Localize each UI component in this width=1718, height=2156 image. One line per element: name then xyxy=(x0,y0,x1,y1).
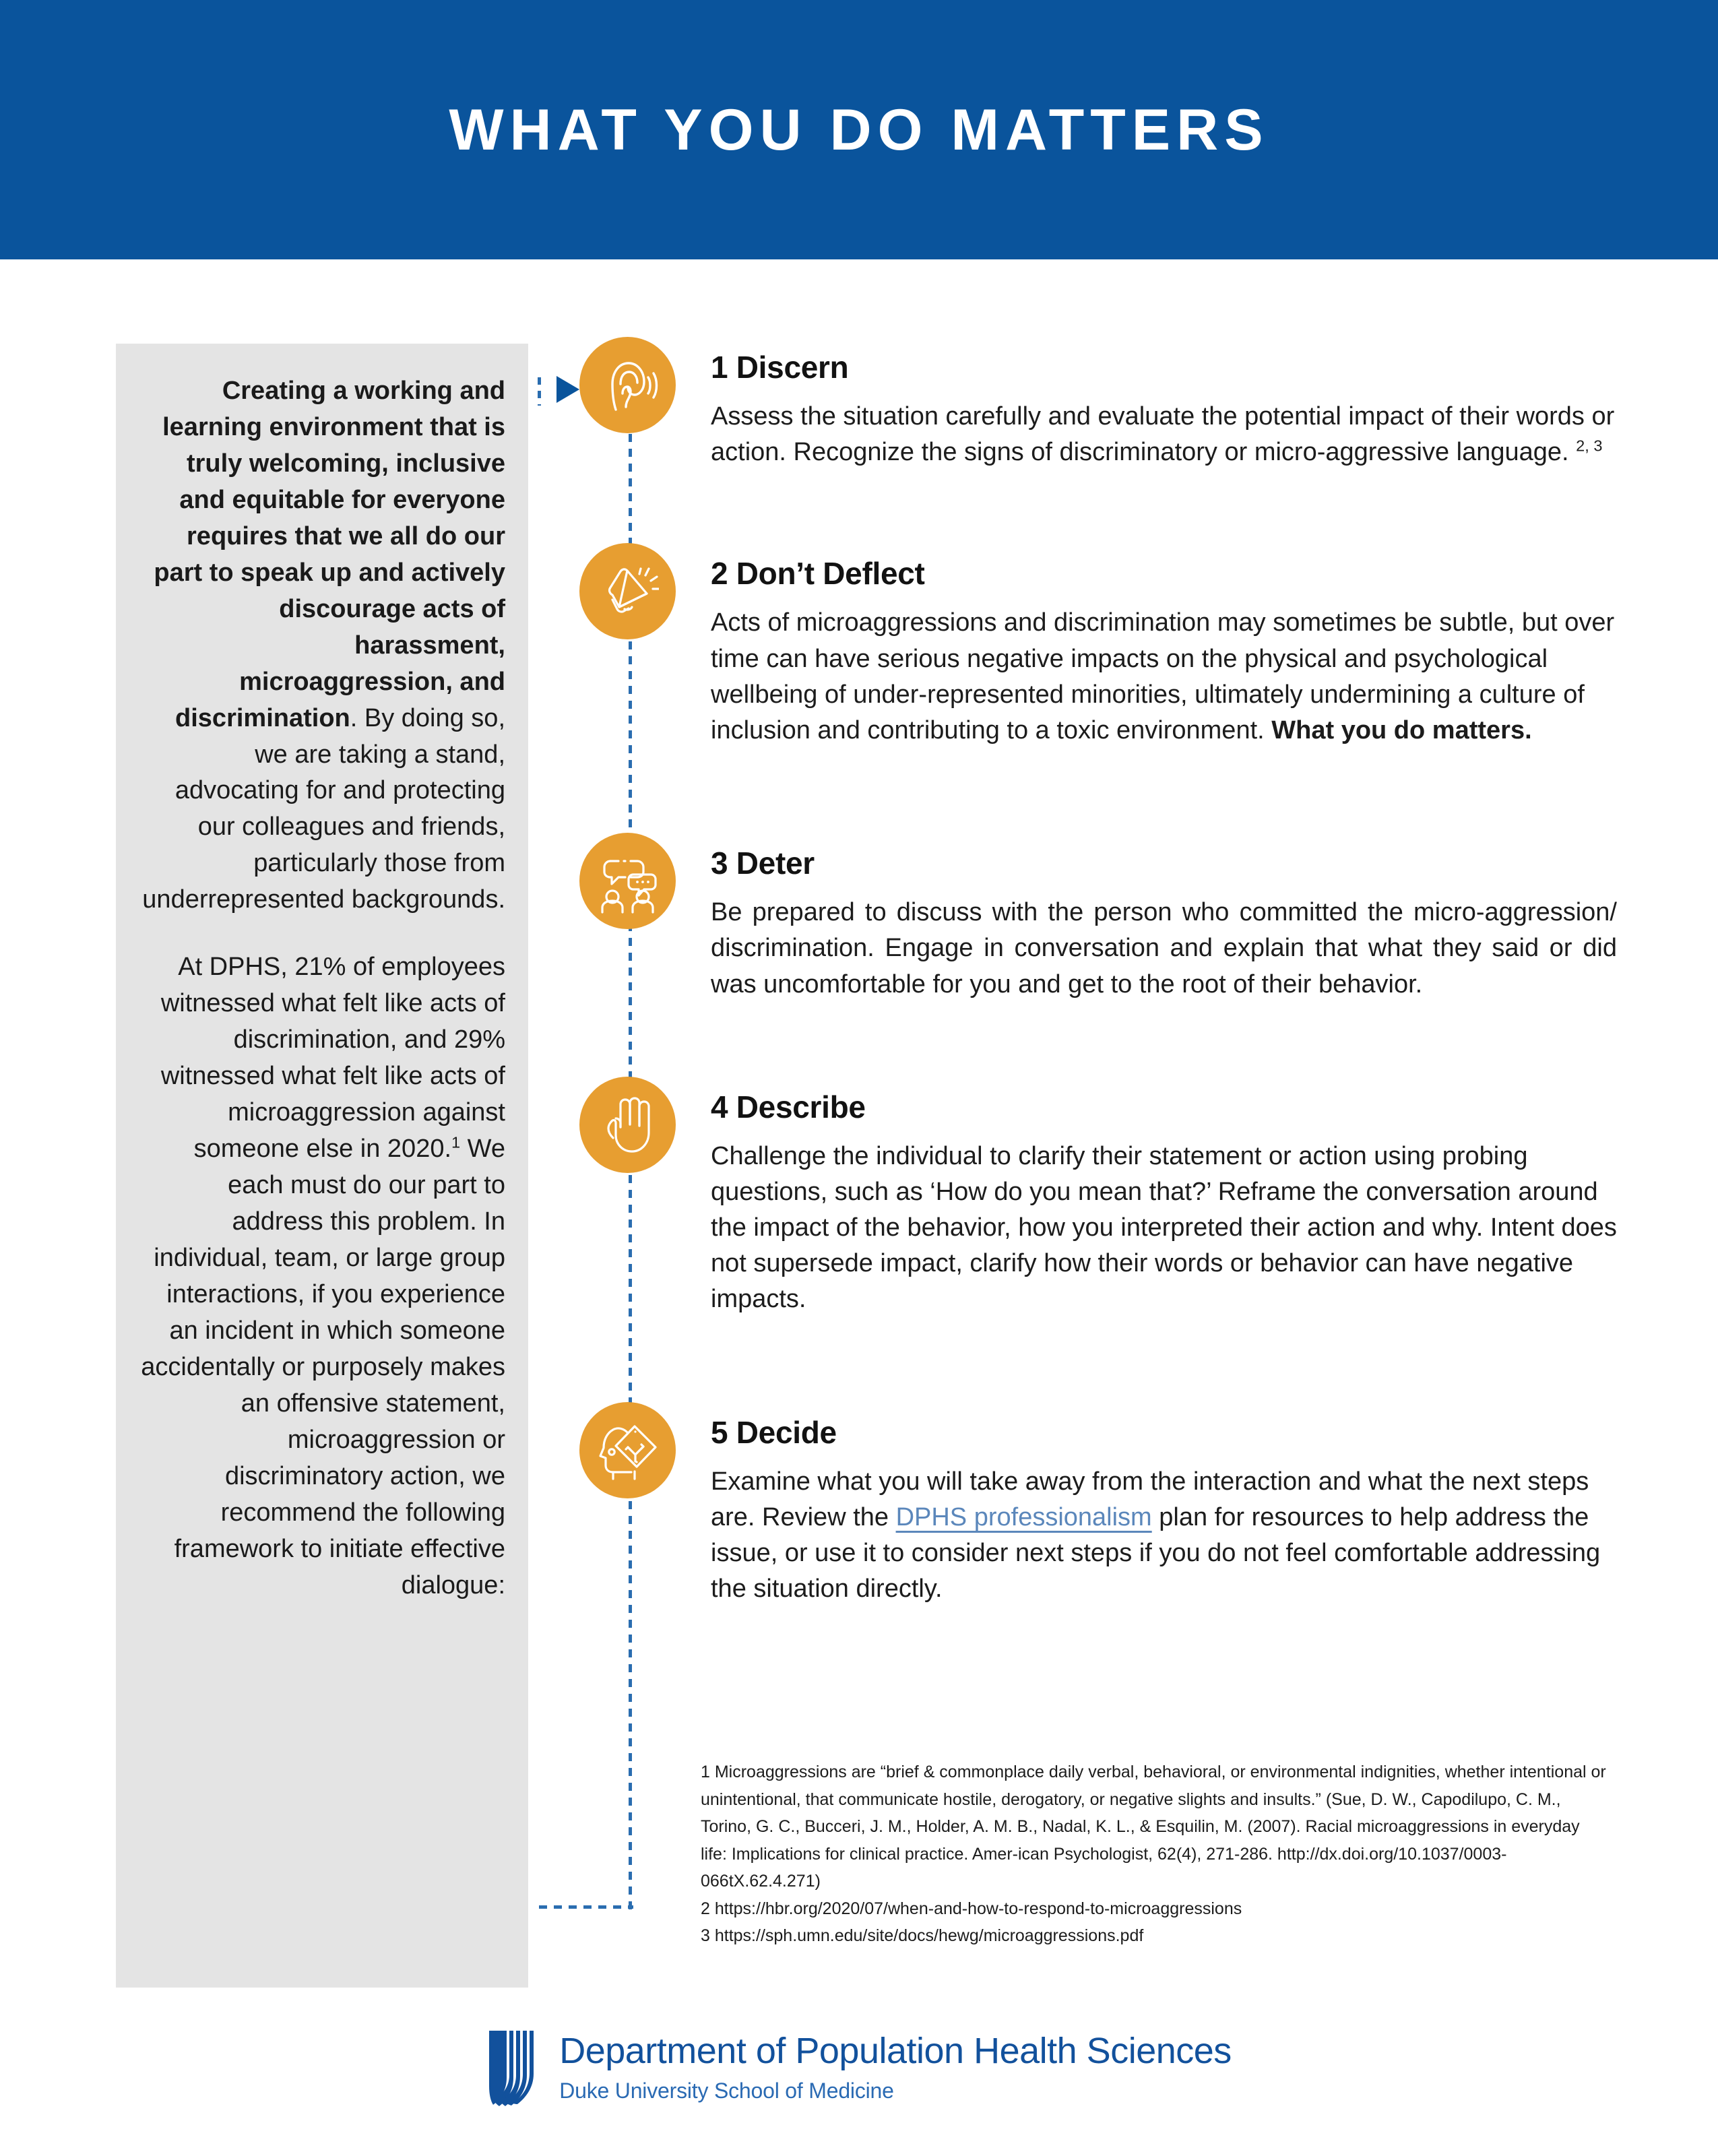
timeline-start-arrow-icon xyxy=(556,376,579,403)
step-body-decide xyxy=(711,1402,1617,1608)
step-text-dont-deflect-emphasis: What you do matters. xyxy=(1271,716,1532,744)
step-title-dont-deflect: 2 Don’t Deflect xyxy=(711,556,925,592)
ear-icon xyxy=(579,337,676,433)
department-name: Department of Population Health Sciences xyxy=(559,2031,1232,2071)
sidebar-footnote-ref-1: 1 xyxy=(451,1133,461,1151)
conversation-people-icon xyxy=(579,833,676,929)
step-body-dont-deflect xyxy=(711,543,1617,749)
sidebar-stats-text: At DPHS, 21% of employees witnessed what felt like acts of discrimination, and 29% witnessed what felt like acts of microaggression against someone else in 2020. xyxy=(160,953,505,1164)
step-text-dont-deflect xyxy=(711,605,1617,749)
page-title: WHAT YOU DO MATTERS xyxy=(449,97,1269,162)
sidebar-paragraph-1 xyxy=(139,373,505,918)
step-item-decide xyxy=(579,1402,1617,1608)
duke-logo xyxy=(486,2028,1232,2107)
duke-shield-icon xyxy=(486,2028,544,2107)
head-decision-icon xyxy=(579,1402,676,1498)
steps-list xyxy=(579,337,1617,1607)
footnote-2: 2 https://hbr.org/2020/07/when-and-how-to-respond-to-microaggressions xyxy=(701,1899,1242,1918)
step-title-describe: 4 Describe xyxy=(711,1089,866,1124)
step-item-describe xyxy=(579,1077,1617,1318)
step-title-decide: 5 Decide xyxy=(711,1414,837,1450)
step-item-discern xyxy=(579,337,1617,470)
step-title-deter: 3 Deter xyxy=(711,846,815,881)
sidebar-paragraph-1-tail: . By doing so, we are taking a stand, advocating for and protecting our colleagues and friends, particularly those from underrepresented backgrounds. xyxy=(142,703,505,914)
step-text-dont-deflect-body: Acts of microaggressions and discrimination may sometimes be subtle, but over time can have serious negative impacts on the physical and psychological wellbeing of under-represented minorities, ultimately undermining a culture of inclusion and contributing to a toxic environment. xyxy=(711,608,1615,744)
footnote-3: 3 https://sph.umn.edu/site/docs/hewg/microaggressions.pdf xyxy=(701,1926,1144,1945)
step-item-dont-deflect xyxy=(579,543,1617,749)
step-body-discern xyxy=(711,337,1617,470)
timeline-start-dots xyxy=(538,377,541,406)
duke-logo-text xyxy=(559,2028,1232,2103)
step-body-deter xyxy=(711,833,1617,1003)
sidebar-spacer xyxy=(139,918,505,949)
step-title-discern: 1 Discern xyxy=(711,350,849,385)
step-text-decide-prefix: Examine what you will take away from the interaction and what the next steps are. Review the xyxy=(711,1467,1589,1531)
step-footnote-refs-discern: 2, 3 xyxy=(1576,437,1603,455)
sidebar-paragraph-2 xyxy=(139,949,505,1604)
sidebar-closing-text: We each must do our part to address this problem. In individual, team, or large group interactions, if you experience an incident in which someone accidentally or purposely makes an offensive statement, microaggression or discriminatory action, we recommend the following framework to initiate effective dialogue: xyxy=(141,1135,505,1599)
step-item-deter xyxy=(579,833,1617,1003)
step-text-deter: Be prepared to discuss with the person who committed the micro-aggression/ discrimination. Engage in conversation and explain that what they said or did was uncomfortable for you and get to the root of their behavior. xyxy=(711,898,1617,998)
step-text-discern-body: Assess the situation carefully and evaluate the potential impact of their words or action. Recognize the signs of discriminatory or micro-aggressive language. xyxy=(711,402,1615,467)
footnote-1: 1 Microaggressions are “brief & commonplace daily verbal, behavioral, or environmental indignities, whether intentional or unintentional, that communicate hostile, derogatory, or negative slights and insults.” (Sue, D. W., Capodilupo, C. M., Torino, G. C., Bucceri, J. M., Holder, A. M. B., Nadal, K. L., & Esquilin, M. (2007). Racial microaggressions in everyday life: Implications for clinical practice. Amer-ican Psychologist, 62(4), 271-286. http://dx.doi.org/10.1037/0003-066tX.62.4.271) xyxy=(701,1763,1606,1891)
step-text-decide xyxy=(711,1464,1617,1608)
step-text-decide-suffix: plan for resources to help address the issue, or use it to consider next steps if you do not feel comfortable addressing the situation directly. xyxy=(711,1502,1601,1604)
timeline-dotted-line-foot xyxy=(539,1905,633,1909)
step-text-describe: Challenge the individual to clarify their statement or action using probing questions, such as ‘How do you mean that?’ Reframe the conversation around the impact of the behavior, how you interpreted their action and why. Intent does not supersede impact, clarify how their words or behavior can have negative impacts. xyxy=(711,1141,1617,1314)
step-body-describe xyxy=(711,1077,1617,1318)
sidebar-paragraph-1-bold: Creating a working and learning environment that is truly welcoming, inclusive and equitable for everyone requires that we all do our part to speak up and actively discourage acts of harassment, microaggression, and discrimination xyxy=(154,377,505,732)
page-header xyxy=(0,0,1718,259)
dphs-professionalism-link[interactable]: DPHS professionalism xyxy=(895,1502,1152,1531)
raised-hand-icon xyxy=(579,1077,676,1173)
intro-sidebar xyxy=(116,344,528,1988)
step-text-discern xyxy=(711,399,1617,470)
megaphone-icon xyxy=(579,543,676,639)
school-name: Duke University School of Medicine xyxy=(559,2078,894,2103)
footnotes-block xyxy=(701,1758,1610,1950)
page-footer xyxy=(0,2028,1718,2107)
